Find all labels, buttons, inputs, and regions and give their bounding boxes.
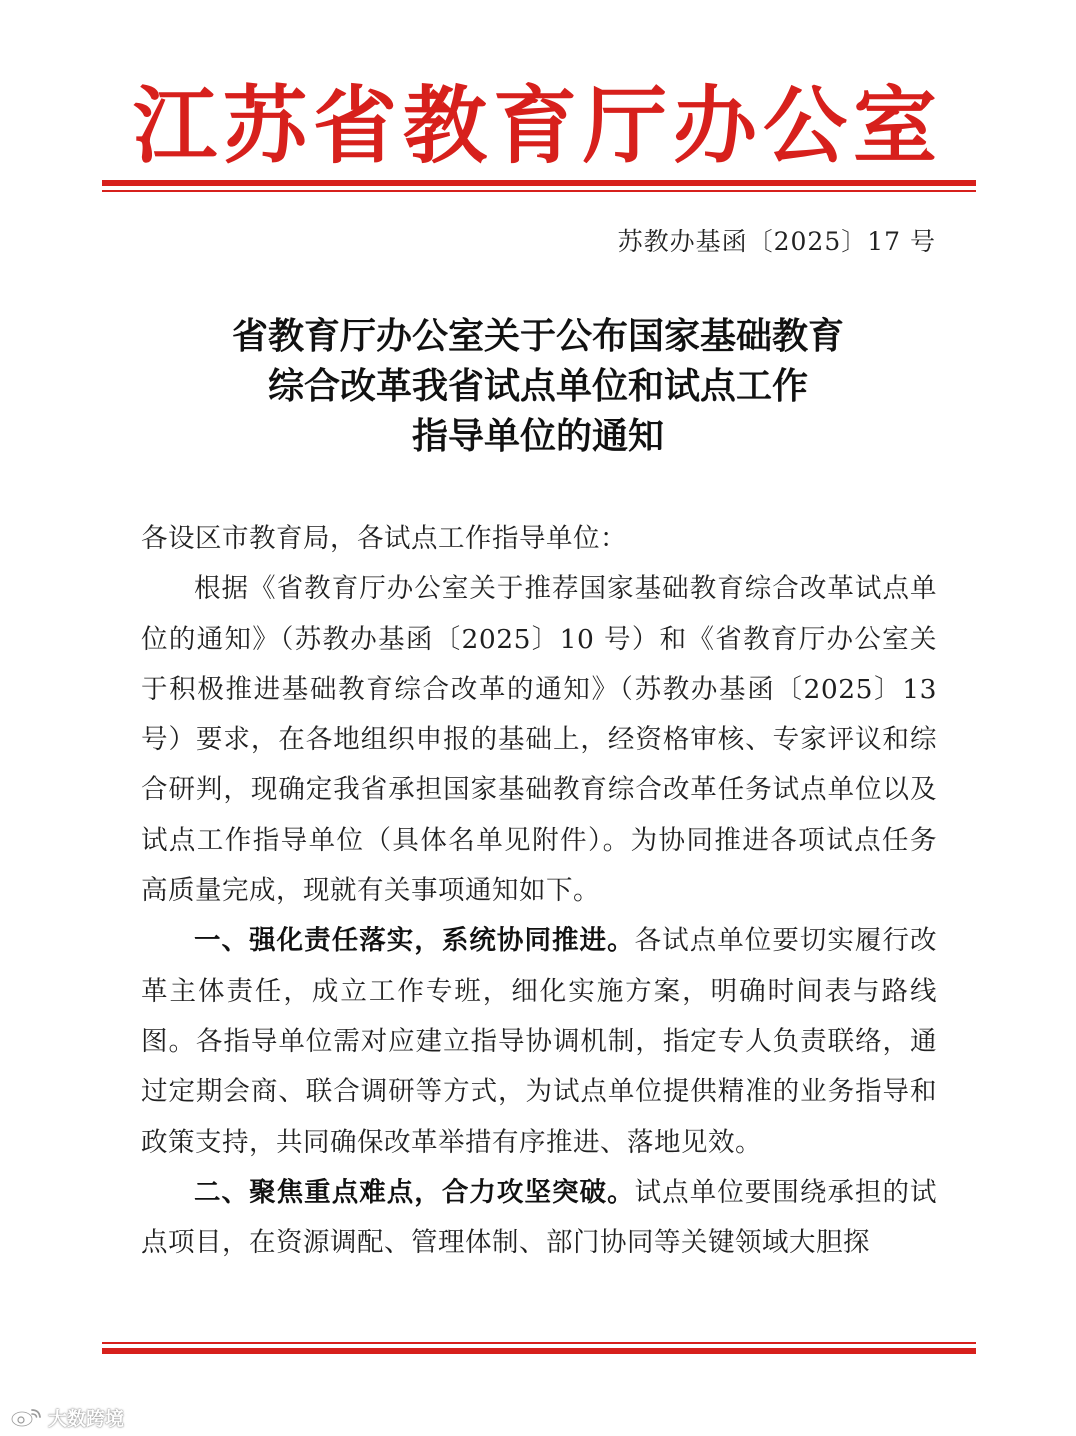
weibo-logo-icon bbox=[10, 1406, 44, 1428]
masthead-rule-thin bbox=[102, 190, 976, 192]
masthead: 江苏省教育厅办公室 bbox=[132, 77, 943, 175]
document-title bbox=[0, 312, 1076, 462]
section-1 bbox=[141, 916, 937, 1167]
title-line-2: 综合改革我省试点单位和试点工作 bbox=[267, 366, 808, 407]
masthead-rule-thick bbox=[102, 180, 976, 186]
section-2 bbox=[141, 1168, 937, 1269]
footer-rule-thick bbox=[102, 1348, 976, 1354]
watermark-text: 大数跨境 bbox=[48, 1407, 125, 1430]
section-1-text: 各试点单位要切实履行改革主体责任，成立工作专班，细化实施方案，明确时间表与路线图。各指导单位需对应建立指导协调机制，指定专人负责联络，通过定期会商、联合调研等方式，为试点单位提供精准的业务指导和政策支持，共同确保改革举措有序推进、落地见效。 bbox=[141, 925, 938, 1158]
paragraph-intro: 根据《省教育厅办公室关于推荐国家基础教育综合改革试点单位的通知》（苏教办基函〔2025〕10 号）和《省教育厅办公室关于积极推进基础教育综合改革的通知》（苏教办基函〔2025〕13 号）要求，在各地组织申报的基础上，经资格审核、专家评议和综合研判，现确定我省承担国家基础教育综合改革任务试点单位以及试点工作指导单位（具体名单见附件）。为协同推进各项试点任务高质量完成，现就有关事项通知如下。 bbox=[141, 573, 937, 907]
document-body bbox=[141, 514, 937, 1268]
footer-rule-thin bbox=[102, 1342, 976, 1344]
section-2-heading: 二、聚焦重点难点，合力攻坚突破。 bbox=[194, 1176, 635, 1208]
watermark bbox=[10, 1404, 124, 1430]
salutation: 各设区市教育局，各试点工作指导单位： bbox=[141, 523, 627, 554]
section-1-heading: 一、强化责任落实，系统协同推进。 bbox=[194, 925, 635, 957]
document-number: 苏教办基函〔2025〕17 号 bbox=[617, 227, 936, 256]
title-line-1: 省教育厅办公室关于公布国家基础教育 bbox=[231, 316, 844, 357]
title-line-3: 指导单位的通知 bbox=[411, 416, 664, 457]
section-2-text: 试点单位要围绕承担的试点项目，在资源调配、管理体制、部门协同等关键领域大胆探 bbox=[141, 1176, 938, 1259]
